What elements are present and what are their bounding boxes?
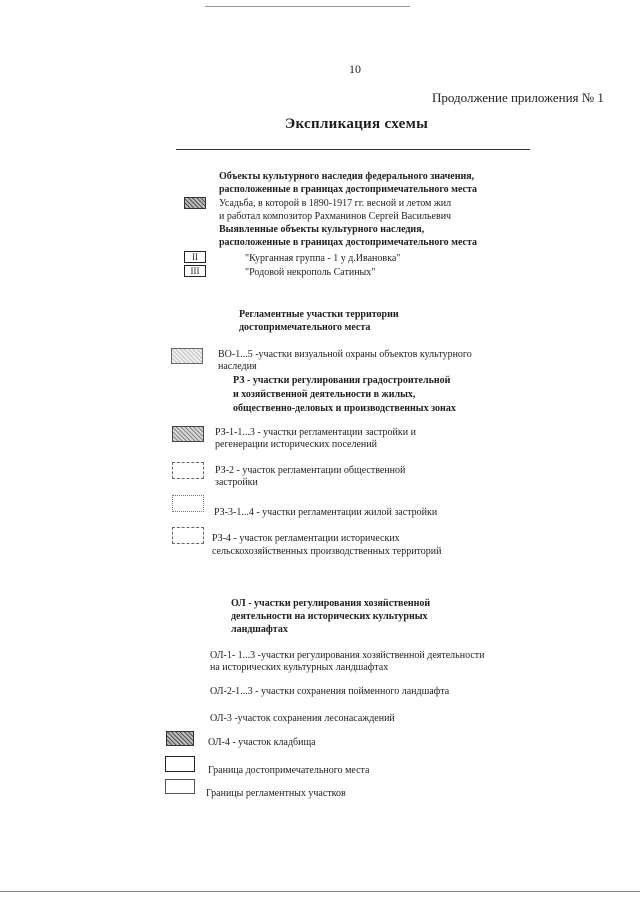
rz1-swatch — [172, 426, 204, 442]
landmark-boundary-swatch — [165, 756, 195, 772]
ol1-line-1: ОЛ-1- 1...3 -участки регулирования хозяйственной деятельности — [210, 650, 485, 661]
ol-heading-3: ландшафтах — [231, 624, 288, 635]
rz1-line-2: регенерации исторических поселений — [215, 439, 377, 450]
regulations-heading-1: Регламентные участки территории — [239, 309, 399, 320]
federal-item-2: и работал композитор Рахманинов Сергей Васильевич — [219, 211, 452, 222]
ol-heading-2: деятельности на исторических культурных — [231, 611, 428, 622]
federal-heading-2: расположенные в границах достопримечательного места — [219, 184, 477, 195]
rz3-swatch — [172, 495, 204, 512]
regulation-boundary-label: Границы регламентных участков — [206, 788, 346, 799]
vo-swatch — [171, 348, 203, 364]
scan-artifact-bottom — [0, 891, 640, 892]
regulations-heading-2: достопримечательного места — [239, 322, 371, 333]
federal-object-swatch — [184, 197, 206, 209]
ol-heading-1: ОЛ - участки регулирования хозяйственной — [231, 598, 431, 609]
ol1-line-2: на исторических культурных ландшафтах — [210, 662, 389, 673]
identified-heading-2: расположенные в границах достопримечательного места — [219, 237, 477, 248]
continuation-note: Продолжение приложения № 1 — [432, 90, 604, 105]
landmark-boundary-label: Граница достопримечательного места — [208, 765, 370, 776]
rz4-swatch — [172, 527, 204, 544]
rz2-swatch — [172, 462, 204, 479]
federal-heading-1: Объекты культурного наследия федерального значения, — [219, 171, 475, 182]
regulation-boundary-swatch — [165, 779, 195, 794]
rz-heading-1: РЗ - участки регулирования градостроительной — [233, 375, 451, 386]
ol4-line: ОЛ-4 - участок кладбища — [208, 737, 316, 748]
identified-code-box-iii: III — [184, 265, 206, 277]
rz2-line-2: застройки — [215, 477, 258, 488]
rz1-line-1: РЗ-1-1...3 - участки регламентации застройки и — [215, 427, 416, 438]
identified-item-ii: "Курганная группа - 1 у д.Ивановка" — [245, 253, 401, 264]
identified-code-box-ii: II — [184, 251, 206, 263]
rz-heading-2: и хозяйственной деятельности в жилых, — [233, 389, 416, 400]
page-number: 10 — [349, 62, 361, 76]
rz4-line-2: сельскохозяйственных производственных территорий — [212, 546, 442, 557]
identified-item-iii: "Родовой некрополь Сатиных" — [245, 267, 376, 278]
scan-artifact-top — [205, 6, 410, 7]
ol2-line: ОЛ-2-1...3 - участки сохранения пойменного ландшафта — [210, 686, 450, 697]
federal-item-1: Усадьба, в которой в 1890-1917 гг. весной и летом жил — [219, 198, 452, 209]
vo-line-1: ВО-1...5 -участки визуальной охраны объектов культурного — [218, 349, 472, 360]
vo-line-2: наследия — [218, 361, 257, 372]
rz-heading-3: общественно-деловых и производственных зонах — [233, 403, 456, 414]
ol4-swatch — [166, 731, 194, 746]
title-divider — [176, 149, 530, 150]
page-title: Экспликация схемы — [285, 116, 429, 132]
identified-heading-1: Выявленные объекты культурного наследия, — [219, 224, 425, 235]
rz4-line-1: РЗ-4 - участок регламентации исторических — [212, 533, 400, 544]
rz3-line-1: РЗ-3-1...4 - участки регламентации жилой застройки — [214, 507, 438, 518]
ol3-line: ОЛ-3 -участок сохранения лесонасаждений — [210, 713, 395, 724]
rz2-line-1: РЗ-2 - участок регламентации общественной — [215, 465, 406, 476]
